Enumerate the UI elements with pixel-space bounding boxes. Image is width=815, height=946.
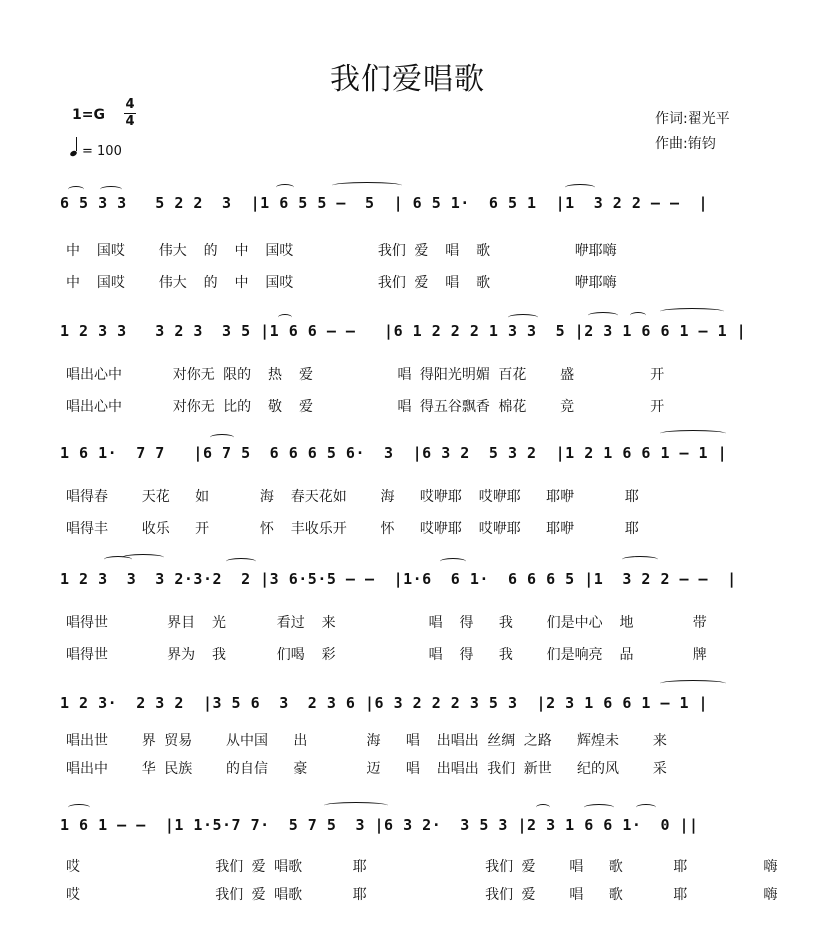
notation-line: 6 5 3 3 5 2 2 3 |1 6 5 5 – 5 | 6 5 1· 6 5 1 |1 3 2 2 – – | xyxy=(60,194,709,212)
notation-line: 1 6 1 – – |1 1·5·7 7· 5 7 5 3 |6 3 2· 3 5 3 |2 3 1 6 6 1· 0 || xyxy=(60,816,699,834)
slur-mark xyxy=(588,312,618,319)
slur-mark xyxy=(324,802,388,809)
music-system-3 xyxy=(60,436,770,470)
notation-line: 1 2 3· 2 3 2 |3 5 6 3 2 3 6 |6 3 2 2 2 3 5 3 |2 3 1 6 6 1 – 1 | xyxy=(60,694,709,712)
lyric-verse-2: 唱出心中 对你无 比的 敬 爱 唱 得五谷飘香 棉花 竞 开 xyxy=(66,399,665,415)
lyric-verse-2: 唱得世 界为 我 们喝 彩 唱 得 我 们是响亮 品 牌 xyxy=(66,647,707,663)
lyric-verse-1: 唱出世 界 贸易 从中国 出 海 唱 出唱出 丝绸 之路 辉煌未 来 xyxy=(66,733,667,749)
lyric-verse-1: 中 国哎 伟大 的 中 国哎 我们 爱 唱 歌 咿耶嗨 xyxy=(66,243,617,259)
notation-line: 1 2 3 3 3 2·3·2 2 |3 6·5·5 – – |1·6 6 1· 6 6 6 5 |1 3 2 2 – – | xyxy=(60,570,737,588)
slur-mark xyxy=(536,804,550,811)
slur-mark xyxy=(660,680,726,687)
slur-mark xyxy=(122,554,164,561)
slur-mark xyxy=(278,314,292,321)
lyric-verse-1: 哎 我们 爱 唱歌 耶 我们 爱 唱 歌 耶 嗨 xyxy=(66,859,778,875)
music-system-6 xyxy=(60,808,770,842)
notation-line: 1 6 1· 7 7 |6 7 5 6 6 6 5 6· 3 |6 3 2 5 3 2 |1 2 1 6 6 1 – 1 | xyxy=(60,444,728,462)
lyric-verse-2: 唱出中 华 民族 的自信 豪 迈 唱 出唱出 我们 新世 纪的风 采 xyxy=(66,761,667,777)
key-signature: 1=G xyxy=(72,107,105,123)
slur-mark xyxy=(660,308,724,315)
slur-mark xyxy=(210,434,234,441)
tempo-marking xyxy=(70,141,122,159)
music-system-1 xyxy=(60,186,770,220)
slur-mark xyxy=(565,184,595,191)
slur-mark xyxy=(630,312,646,319)
quarter-note-stem xyxy=(76,137,77,151)
slur-mark xyxy=(68,804,90,811)
time-signature-bottom: 4 xyxy=(125,114,135,129)
lyric-verse-2: 哎 我们 爱 唱歌 耶 我们 爱 唱 歌 耶 嗨 xyxy=(66,887,778,903)
slur-mark xyxy=(622,556,658,563)
tempo-value: = 100 xyxy=(82,144,122,159)
slur-mark xyxy=(508,314,538,321)
song-title: 我们爱唱歌 xyxy=(330,62,485,97)
music-system-4 xyxy=(60,562,770,596)
lyric-verse-1: 唱得世 界目 光 看过 来 唱 得 我 们是中心 地 带 xyxy=(66,615,707,631)
slur-mark xyxy=(584,804,614,811)
lyric-verse-1: 唱得春 天花 如 海 春天花如 海 哎咿耶 哎咿耶 耶咿 耶 xyxy=(66,489,639,505)
notation-line: 1 2 3 3 3 2 3 3 5 |1 6 6 – – |6 1 2 2 2 1 3 3 5 |2 3 1 6 6 1 – 1 | xyxy=(60,322,747,340)
lyric-verse-2: 唱得丰 收乐 开 怀 丰收乐开 怀 哎咿耶 哎咿耶 耶咿 耶 xyxy=(66,521,639,537)
slur-mark xyxy=(636,804,656,811)
slur-mark xyxy=(660,430,726,437)
composer-credit: 作曲:铕钧 xyxy=(655,136,716,152)
slur-mark xyxy=(440,558,466,565)
slur-mark xyxy=(332,182,402,189)
lyricist-credit: 作词:翟光平 xyxy=(655,111,730,127)
lyric-verse-1: 唱出心中 对你无 限的 热 爱 唱 得阳光明媚 百花 盛 开 xyxy=(66,367,665,383)
lyric-verse-2: 中 国哎 伟大 的 中 国哎 我们 爱 唱 歌 咿耶嗨 xyxy=(66,275,617,291)
time-signature-top: 4 xyxy=(125,97,135,112)
slur-mark xyxy=(226,558,256,565)
time-signature xyxy=(124,98,136,129)
slur-mark xyxy=(100,186,122,193)
music-system-5 xyxy=(60,686,770,720)
music-system-2 xyxy=(60,314,770,348)
slur-mark xyxy=(68,186,84,193)
slur-mark xyxy=(276,184,294,191)
